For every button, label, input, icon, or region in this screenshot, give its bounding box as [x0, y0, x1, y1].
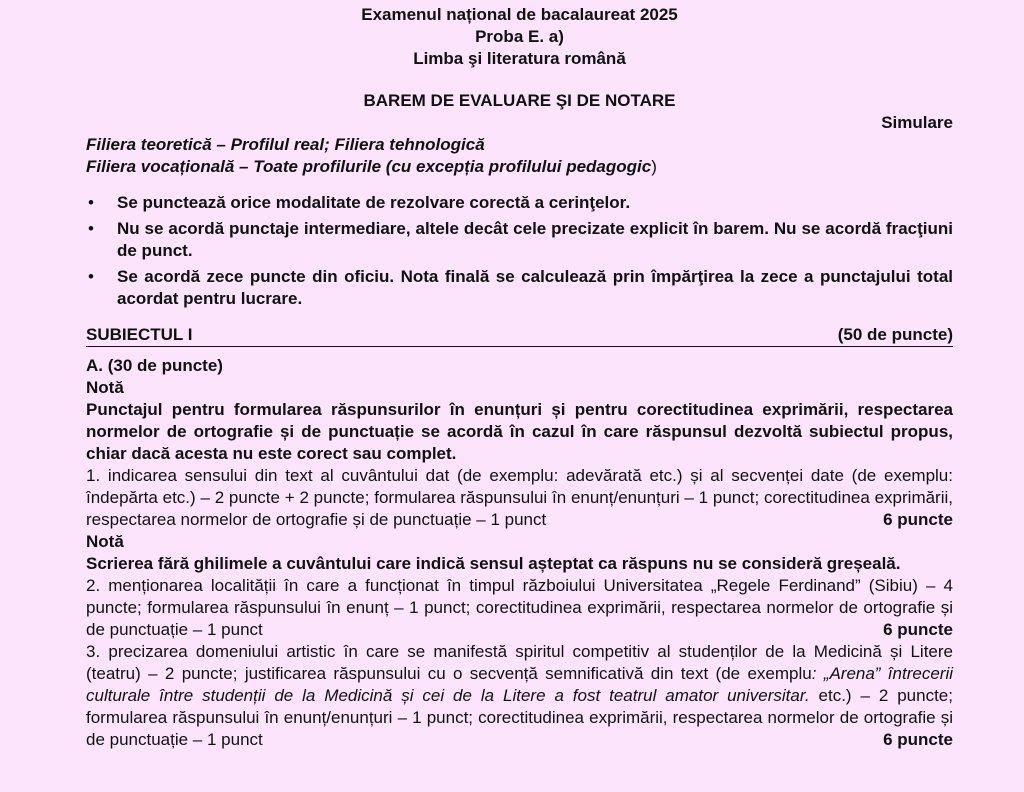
item-1-text: 1. indicarea sensului din text al cuvântului dat (de exemplu: adevărată etc.) și al secvenței date (de exemplu: îndepărta etc.) – 2 puncte + 2 puncte; formularea răspunsului în enunț/enunțuri – 1 punct; corectitudinea exprimării, respectarea normelor de ortografie și de punctuație – 1 punct	[86, 466, 953, 529]
bullet-icon: •	[88, 193, 94, 212]
subject-title: SUBIECTUL I	[86, 325, 193, 344]
nota-heading: Notă	[86, 378, 124, 397]
filiera-line-2	[86, 156, 953, 178]
simulare-label: Simulare	[881, 113, 953, 132]
filiera-line-2-paren: )	[651, 157, 657, 176]
item-3-text-b: etc.) – 2 puncte; formularea răspunsului în enunț/enunțuri – 1 punct; corectitudinea exprimării, respectarea normelor de ortografie și de punctuație – 1 punct	[86, 686, 953, 749]
item-1	[86, 465, 953, 531]
item-2-points: 6 puncte	[883, 620, 953, 639]
rule-text: Se acordă zece puncte din oficiu. Nota finală se calculează prin împărţirea la zece a punctajului total acordat pentru lucrare.	[117, 267, 953, 308]
item-3-text-a: 3. precizarea domeniului artistic în care se manifestă spiritul competitiv al studenților de la Medicină și Litere (teatru) – 2 puncte; justificarea răspunsului cu o secvență semnificativă din text (de exemplu	[86, 642, 953, 683]
rule-item	[86, 192, 953, 214]
item-3-points: 6 puncte	[883, 730, 953, 749]
bullet-icon: •	[88, 267, 94, 286]
barem-title: BAREM DE EVALUARE ŞI DE NOTARE	[363, 91, 676, 110]
exam-title: Examenul național de bacalaureat 2025	[361, 5, 678, 24]
filiera-line-1: Filiera teoretică – Profilul real; Filiera tehnologică	[86, 135, 485, 154]
filiera-block	[86, 134, 953, 178]
exam-subtitle: Proba E. a)	[475, 27, 564, 46]
item-3	[86, 641, 953, 751]
nota-text: Punctajul pentru formularea răspunsurilor în enunțuri și pentru corectitudinea exprimării, respectarea normelor de ortografie și de punctuație se acordă în cazul în care răspunsul dezvoltă subiectul propus, chiar dacă acesta nu este corect sau complet.	[86, 400, 953, 463]
subject-name: Limba şi literatura română	[413, 49, 626, 68]
item-1-points: 6 puncte	[883, 510, 953, 529]
rules-list	[86, 192, 953, 310]
nota-heading-2: Notă	[86, 532, 124, 551]
rule-text: Nu se acordă punctaje intermediare, altele decât cele precizate explicit în barem. Nu se acordă fracţiuni de punct.	[117, 219, 953, 260]
bullet-icon: •	[88, 219, 94, 238]
section-a-heading: A. (30 de puncte)	[86, 356, 223, 375]
nota-text-2: Scrierea fără ghilimele a cuvântului care indică sensul așteptat ca răspuns nu se consideră greșeală.	[86, 554, 901, 573]
subject-points: (50 de puncte)	[837, 325, 953, 344]
item-3-quote: : „Arena” întrecerii culturale între studenții de la Medicină și cei de la Litere a fost teatrul amator universitar.	[86, 664, 953, 705]
rule-item	[86, 266, 953, 310]
rule-text: Se punctează orice modalitate de rezolvare corectă a cerinţelor.	[117, 193, 631, 212]
document-page	[0, 4, 1024, 792]
document-header	[86, 4, 953, 112]
item-2-text: 2. menționarea localității în care a funcționat în timpul războiului Universitatea „Regele Ferdinand” (Sibiu) – 4 puncte; formularea răspunsului în enunț – 1 punct; corectitudinea exprimării, respectarea normelor de ortografie și de punctuație – 1 punct	[86, 576, 953, 639]
filiera-line-2-text: Filiera vocațională – Toate profilurile (cu excepția profilului pedagogic	[86, 157, 652, 176]
rule-item	[86, 218, 953, 262]
subject-heading	[86, 324, 953, 347]
item-2	[86, 575, 953, 641]
